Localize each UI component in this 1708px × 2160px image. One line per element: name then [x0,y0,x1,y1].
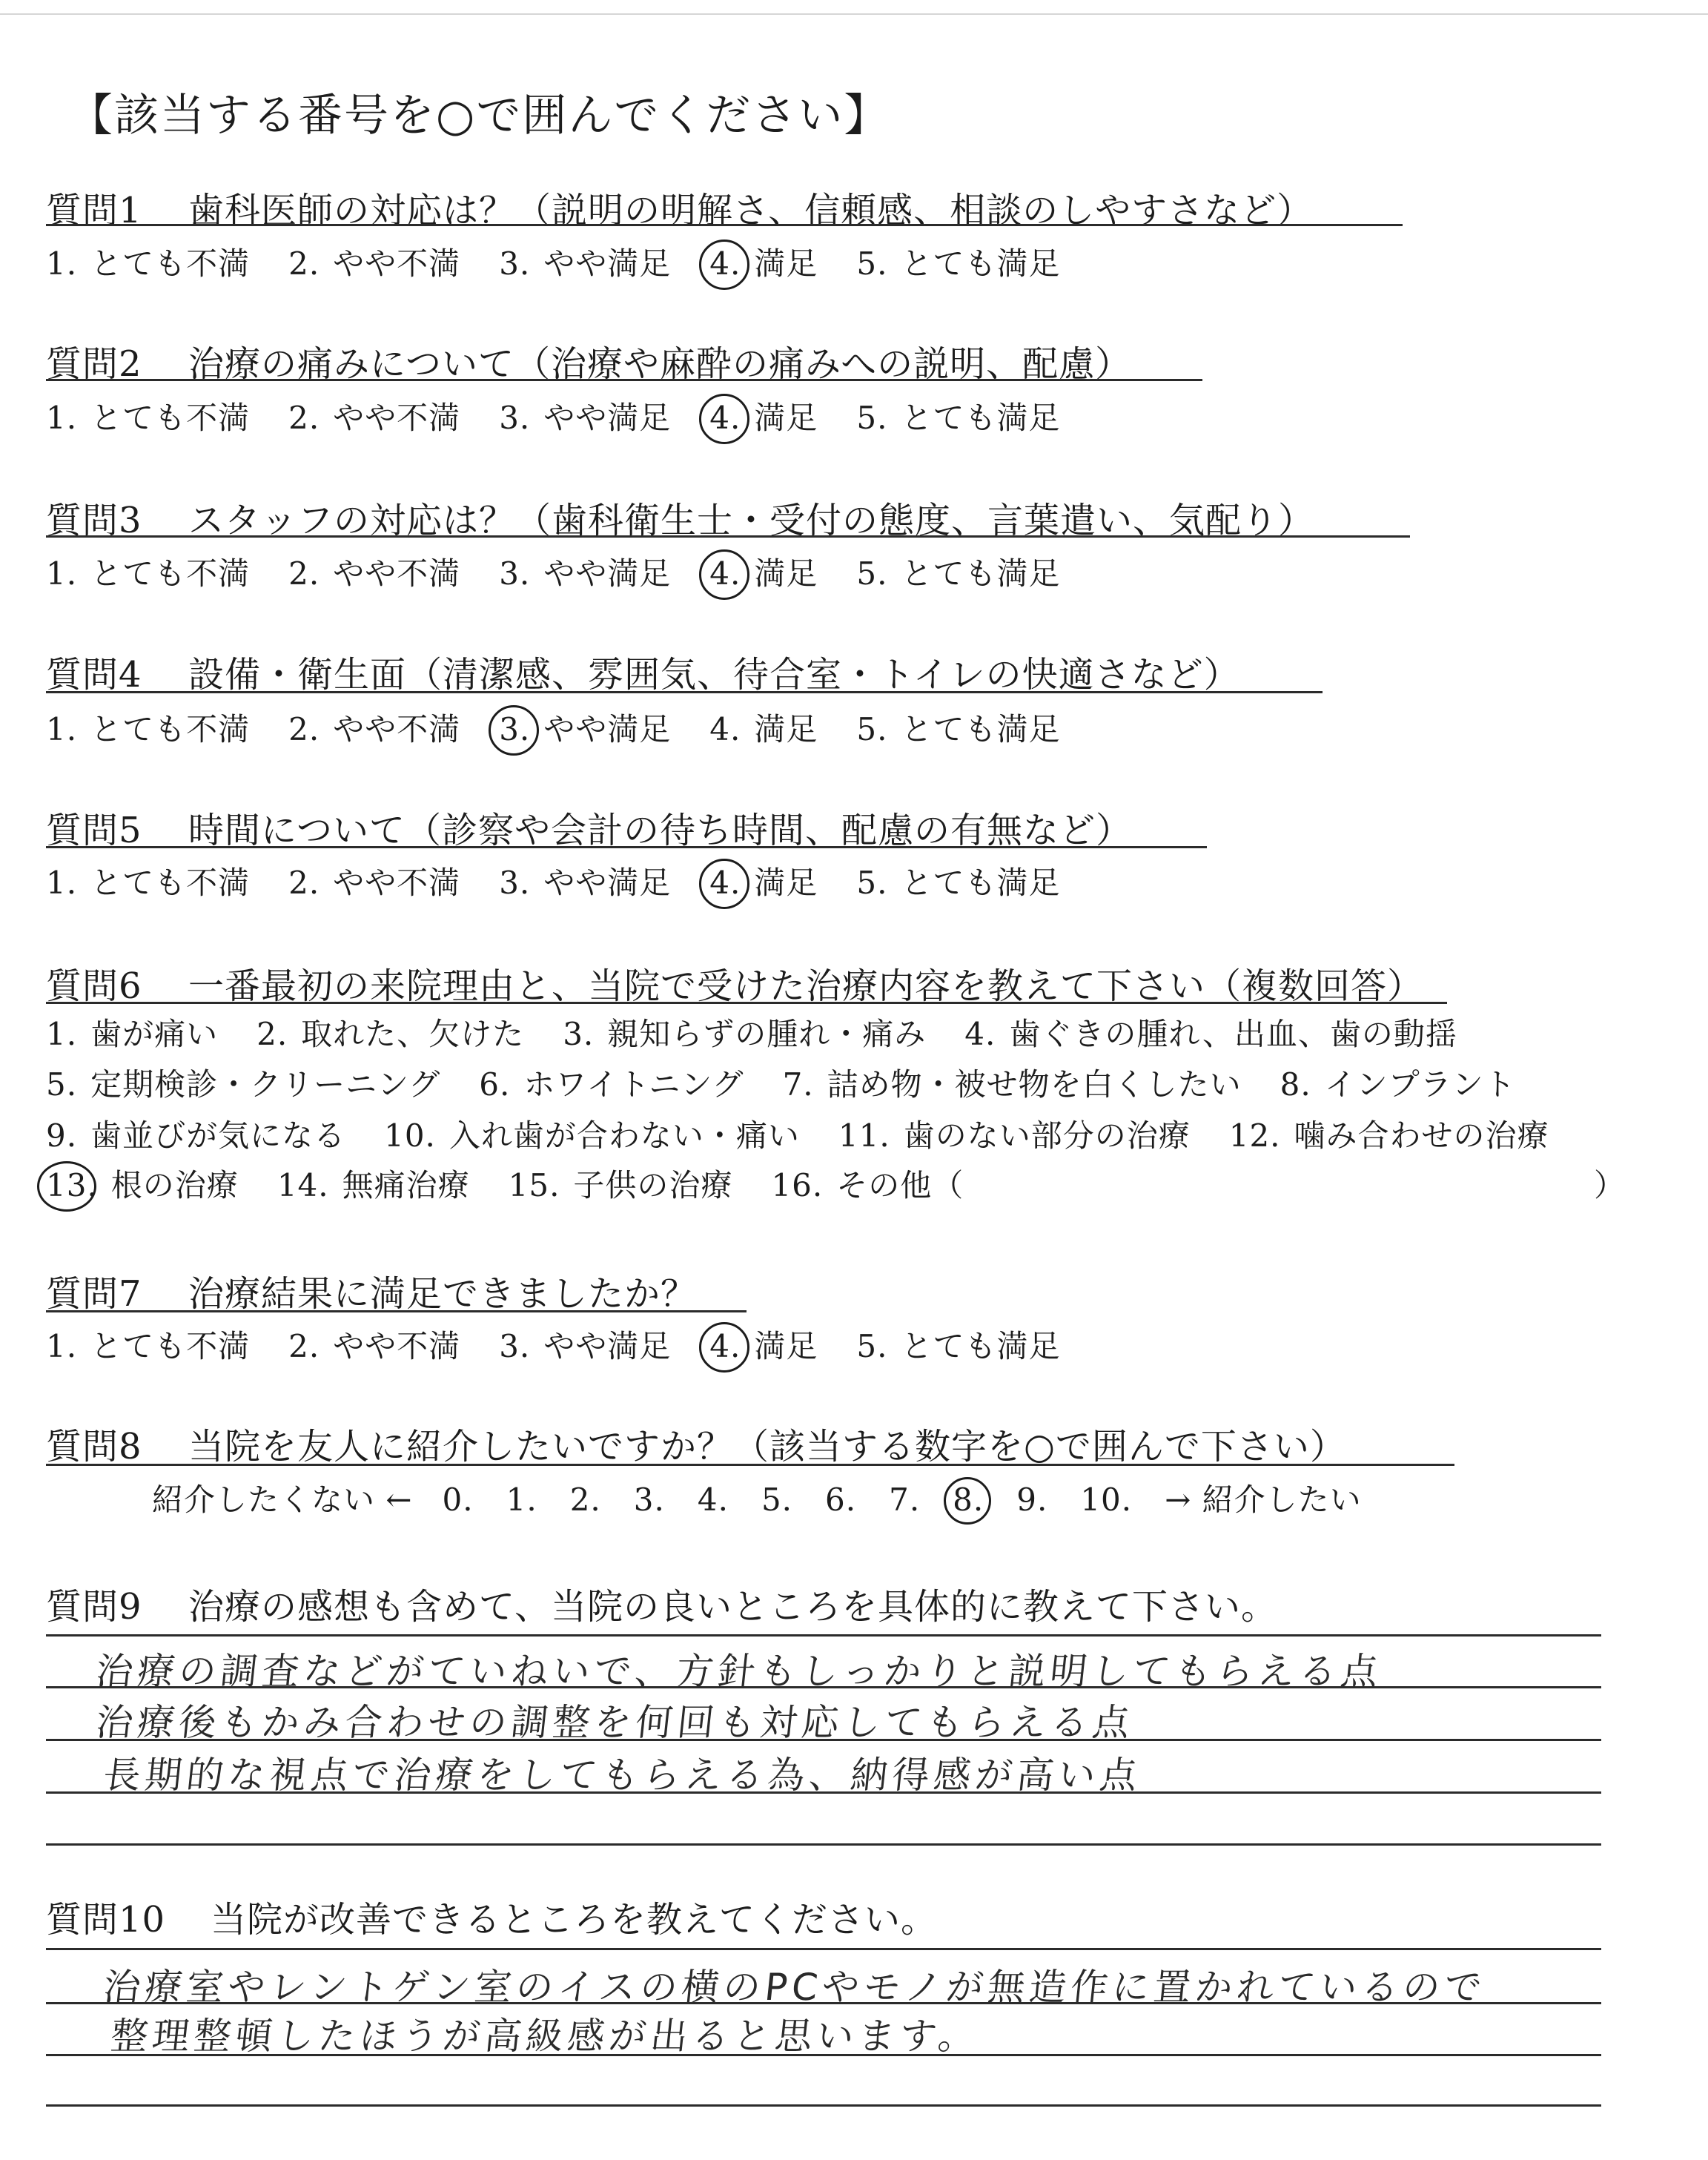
option[interactable] [479,1060,744,1105]
question-number: 質問2 [46,343,142,385]
option[interactable] [838,1112,1191,1156]
q6-options-row1 [46,1010,1496,1054]
option-label: 子供の治療 [573,1167,733,1203]
option-number: 5. [856,865,888,901]
q10-answer-line-2: 整理整頓したほうが高級感が出ると思います。 [108,2015,982,2058]
q9-answer-line-1: 治療の調査などがていねいで、方針もしっかりと説明してもらえる点 [93,1650,1385,1693]
option-number: 5. [856,555,888,592]
question-underline [46,691,1323,693]
option-label: やや不満 [333,400,461,436]
option-label: 歯のない部分の治療 [903,1117,1191,1154]
question-10 [46,1891,937,1942]
answer-line [46,2002,1601,2004]
option[interactable] [288,859,460,903]
option[interactable] [46,549,250,594]
other-close-paren: ） [1594,1167,1626,1203]
option-label: やや不満 [333,1328,461,1364]
option-number: 10. [384,1117,436,1154]
option[interactable] [509,1161,733,1206]
option-number: 5. [856,711,888,747]
option-number: 1. [46,1328,78,1364]
question-text: 治療の感想も含めて、当院の良いところを具体的に教えて下さい。 [188,1586,1278,1628]
scale-value[interactable]: 9. [1016,1482,1048,1518]
question-6 [46,957,1423,1008]
scale-value[interactable]: 7. [889,1482,921,1518]
scale-left-label: 紹介したくない ← [152,1482,413,1518]
option-number: 2. [288,1328,320,1364]
option-number: 7. [782,1066,814,1103]
option-label: ホワイトニング [523,1066,744,1103]
question-underline [46,1002,1447,1004]
option-label: とても不満 [90,555,251,592]
option-number: 5. [856,1328,888,1364]
option-number: 3. [499,245,531,282]
option-number: 5. [856,400,888,436]
question-5 [46,802,1132,853]
option-label: やや不満 [333,245,461,282]
question-text: 治療結果に満足できましたか？ [188,1273,698,1315]
option-selected[interactable] [709,549,818,594]
option-selected[interactable] [499,705,671,750]
option-number: 2. [288,555,320,592]
question-number: 質問7 [46,1273,142,1315]
question-number: 質問10 [46,1899,166,1941]
option[interactable] [856,394,1060,438]
option-label: やや満足 [543,245,672,282]
q6-options-row3 [46,1112,1588,1156]
option-label: とても不満 [90,400,251,436]
option-number: 4. [709,245,741,282]
option-label: 取れた、欠けた [301,1016,525,1052]
option-selected[interactable] [709,240,818,284]
answer-line [46,1686,1601,1688]
option[interactable] [499,394,671,438]
option-number: 12. [1228,1117,1281,1154]
option-number: 3. [499,400,531,436]
option-label: とても満足 [901,400,1061,436]
option[interactable] [856,240,1060,284]
option-label: 歯並びが気になる [90,1117,346,1154]
option-number: 15. [508,1167,560,1203]
option[interactable] [563,1010,926,1054]
scale-value[interactable]: 2. [569,1482,601,1518]
answer-line [46,1948,1601,1950]
option-number: 4. [709,555,741,592]
option-label: 歯が痛い [90,1016,219,1052]
question-underline [46,1310,747,1312]
option-selected[interactable] [709,1322,818,1367]
option-label: 詰め物・被せ物を白くしたい [827,1066,1242,1103]
option-label: 根の治療 [110,1167,239,1203]
option[interactable] [1280,1060,1516,1105]
q5-options [46,859,1099,903]
option[interactable] [46,1010,218,1054]
option-label: とても満足 [901,555,1061,592]
q9-answer-line-2: 治療後もかみ合わせの調整を何回も対応してもらえる点 [93,1701,1136,1744]
q7-options [46,1322,1099,1367]
option-number: 2. [288,245,320,282]
answer-line [46,1634,1601,1636]
option-number: 8. [1280,1066,1311,1103]
option[interactable] [783,1060,1242,1105]
question-number: 質問4 [46,654,142,696]
option-label: とても満足 [901,711,1061,747]
option[interactable] [771,1161,964,1206]
q4-options [46,705,1099,750]
option-selected[interactable] [709,394,818,438]
option-number: 4. [964,1016,996,1052]
option-number: 9. [46,1117,78,1154]
option[interactable] [46,859,250,903]
scale-value[interactable]: 6. [825,1482,857,1518]
option[interactable] [856,1322,1060,1367]
q1-options [46,240,1099,284]
option[interactable] [288,705,460,750]
option-label: やや満足 [543,1328,672,1364]
option-label: 入れ歯が合わない・痛い [448,1117,800,1154]
option-number: 1. [46,400,78,436]
q8-scale [152,1476,1394,1520]
option-label: 満足 [754,1328,818,1364]
question-7 [46,1265,697,1316]
question-text: スタッフの対応は？（歯科衛生士・受付の態度、言葉遣い、気配り） [188,500,1315,541]
option-number: 5. [46,1066,78,1103]
option-label: その他（ [836,1167,964,1203]
option-number: 1. [46,1016,78,1052]
answer-line [46,2054,1601,2056]
question-text: 一番最初の来院理由と、当院で受けた治療内容を教えて下さい（複数回答） [188,965,1424,1007]
option-number: 1. [46,555,78,592]
answer-line [46,1843,1601,1846]
question-number: 質問3 [46,500,142,541]
question-text: 歯科医師の対応は？（説明の明解さ、信頼感、相談のしやすさなど） [188,190,1314,231]
answer-line [46,1739,1601,1741]
option-label: 親知らずの腫れ・痛み [607,1016,927,1052]
scale-value[interactable]: 1. [506,1482,537,1518]
option[interactable] [46,1060,440,1105]
question-9 [46,1578,1277,1629]
option[interactable] [46,1112,345,1156]
option-label: やや満足 [543,400,672,436]
option[interactable] [384,1112,800,1156]
scale-right-label: → 紹介したい [1165,1482,1362,1518]
option[interactable] [856,859,1060,903]
option-number: 2. [288,865,320,901]
q6-options-row2 [46,1060,1555,1105]
option-label: 歯ぐきの腫れ、出血、歯の動揺 [1009,1016,1457,1052]
option-number: 4. [709,865,741,901]
option[interactable] [288,1322,460,1367]
option-label: とても不満 [90,245,251,282]
page-title: 【該当する番号を○で囲んでください】 [68,90,890,142]
q9-answer-line-3: 長期的な視点で治療をしてもらえる為、納得感が高い点 [101,1754,1144,1797]
option-number: 2. [288,711,320,747]
option-label: 噛み合わせの治療 [1294,1117,1549,1154]
question-number: 質問6 [46,965,142,1007]
option-label: やや不満 [333,555,461,592]
question-number: 質問9 [46,1586,142,1628]
option-label: やや満足 [543,555,672,592]
option[interactable] [46,394,250,438]
option-number: 3. [563,1016,595,1052]
option[interactable] [709,705,818,750]
option[interactable] [499,549,671,594]
option-number: 4. [709,400,741,436]
q3-options [46,549,1099,594]
scale-value[interactable]: 4. [697,1482,729,1518]
option-label: 満足 [754,555,818,592]
option[interactable] [499,240,671,284]
option-label: インプラント [1324,1066,1516,1103]
option-number: 11. [838,1117,890,1154]
question-text: 当院が改善できるところを教えてください。 [211,1899,938,1941]
option[interactable] [499,859,671,903]
q2-options [46,394,1099,438]
question-number: 質問5 [46,810,142,851]
option-label: とても満足 [901,865,1061,901]
option[interactable] [288,394,460,438]
option[interactable] [964,1010,1457,1054]
option-label: とても不満 [90,711,251,747]
option[interactable] [1229,1112,1549,1156]
scale-value[interactable]: 3. [633,1482,665,1518]
question-text: 設備・衛生面（清潔感、雰囲気、待合室・トイレの快適さなど） [188,654,1240,696]
question-4 [46,646,1240,697]
question-underline [46,379,1202,381]
question-number: 質問8 [46,1426,142,1467]
scale-value[interactable]: 10. [1080,1482,1133,1518]
option-label: やや満足 [543,711,672,747]
option-label: やや不満 [333,865,461,901]
option-label: やや不満 [333,711,461,747]
scale-value[interactable]: 0. [442,1482,474,1518]
option-number: 4. [709,1328,741,1364]
option-number: 3. [499,711,531,747]
option-number: 4. [709,711,741,747]
scan-edge [0,13,1708,15]
option-label: 満足 [754,245,818,282]
option-label: とても満足 [901,1328,1061,1364]
option-number: 3. [499,865,531,901]
option[interactable] [256,1010,524,1054]
q6-options-row4 [46,1161,1002,1206]
option-number: 1. [46,711,78,747]
option-label: とても満足 [901,245,1061,282]
question-underline [46,535,1410,538]
option-number: 1. [46,245,78,282]
question-underline [46,846,1207,848]
option-label: 定期検診・クリーニング [90,1066,441,1103]
question-text: 当院を友人に紹介したいですか？（該当する数字を○で囲んで下さい） [188,1426,1346,1467]
option-number: 13. [46,1167,98,1203]
option[interactable] [288,240,460,284]
option[interactable] [499,1322,671,1367]
option-number: 3. [499,1328,531,1364]
option-label: 満足 [754,400,818,436]
option[interactable] [46,705,250,750]
question-text: 時間について（診察や会計の待ち時間、配慮の有無など） [188,810,1133,851]
option-number: 6. [479,1066,511,1103]
option-label: とても不満 [90,1328,251,1364]
option-label: 無痛治療 [342,1167,470,1203]
question-8 [46,1418,1346,1469]
option-number: 1. [46,865,78,901]
q10-answer-line-1: 治療室やレントゲン室のイスの横のPCやモノが無造作に置かれているので [101,1966,1489,2009]
option-label: 満足 [754,711,818,747]
option-number: 14. [277,1167,329,1203]
option-label: とても不満 [90,865,251,901]
option-number: 2. [288,400,320,436]
option[interactable] [856,549,1060,594]
scale-value-selected[interactable]: 8. [953,1482,984,1518]
option-number: 5. [856,245,888,282]
option[interactable] [277,1161,470,1206]
option[interactable] [46,1322,250,1367]
option[interactable] [288,549,460,594]
scale-value[interactable]: 5. [761,1482,793,1518]
question-underline [46,224,1403,226]
answer-line [46,1791,1601,1794]
option-number: 16. [771,1167,824,1203]
option-label: 満足 [754,865,818,901]
option[interactable] [46,240,250,284]
option-selected[interactable] [709,859,818,903]
option-label: やや満足 [543,865,672,901]
option-number: 2. [256,1016,288,1052]
option-number: 3. [499,555,531,592]
option-selected[interactable] [46,1161,239,1206]
question-text: 治療の痛みについて（治療や麻酔の痛みへの説明、配慮） [188,343,1132,385]
option[interactable] [856,705,1060,750]
question-number: 質問1 [46,190,142,231]
answer-line [46,2104,1601,2107]
question-underline [46,1464,1454,1466]
